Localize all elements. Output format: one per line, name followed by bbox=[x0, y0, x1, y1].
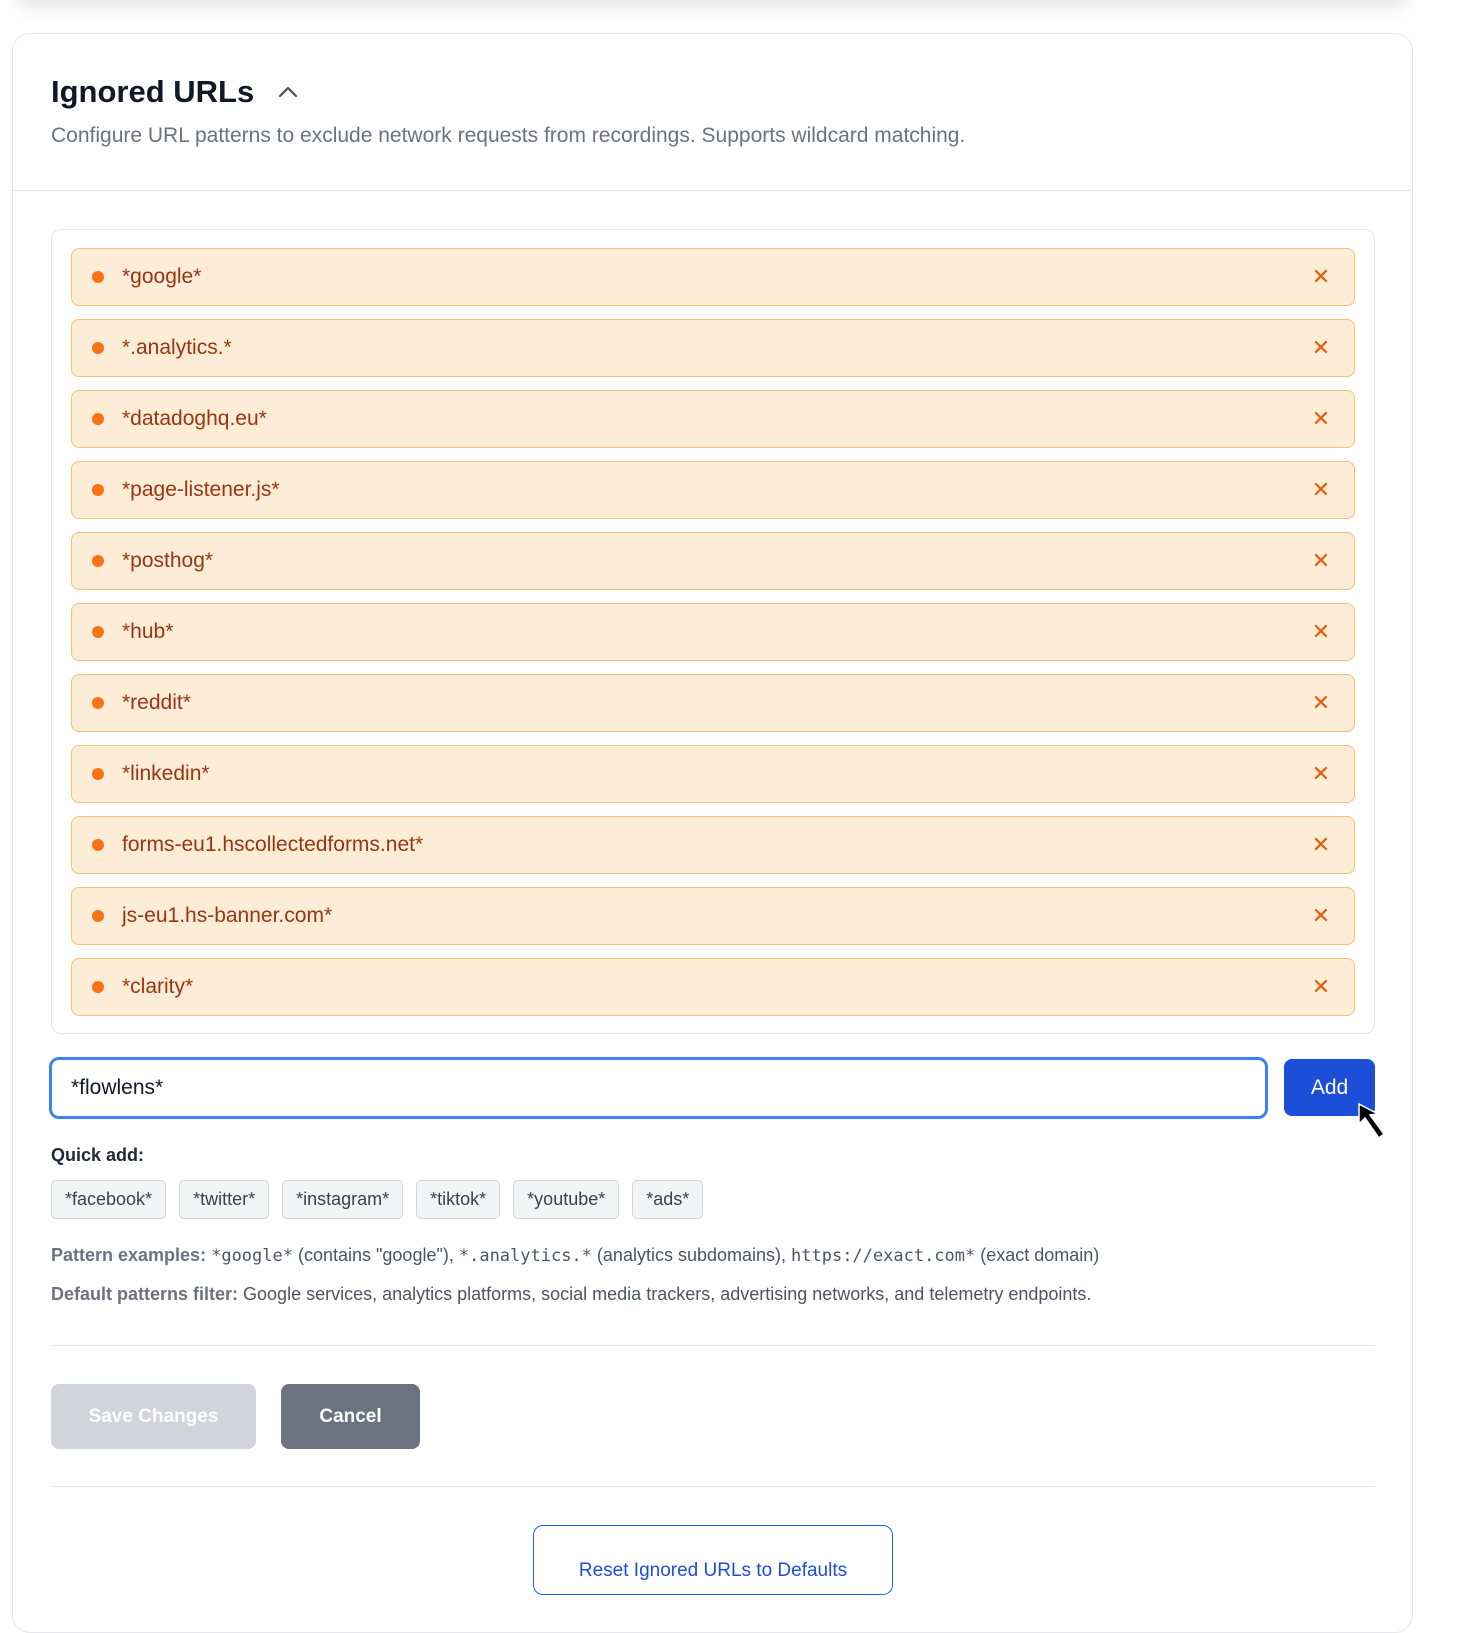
pattern-text: *.analytics.* bbox=[122, 336, 232, 359]
section-description: Configure URL patterns to exclude network requests from recordings. Supports wildcard matching. bbox=[51, 124, 966, 147]
chevron-up-icon[interactable] bbox=[276, 80, 300, 104]
mouse-cursor-icon bbox=[1357, 1102, 1393, 1142]
remove-pattern-icon[interactable]: ✕ bbox=[1311, 832, 1331, 857]
pattern-text: *reddit* bbox=[122, 691, 191, 714]
pattern-item bbox=[71, 461, 1355, 519]
status-dot-icon bbox=[92, 626, 104, 638]
quick-add-chip[interactable]: *facebook* bbox=[51, 1180, 166, 1219]
pattern-text: *posthog* bbox=[122, 549, 214, 572]
pattern-text: *page-listener.js* bbox=[122, 478, 280, 501]
status-dot-icon bbox=[92, 981, 104, 993]
pattern-text: forms-eu1.hscollectedforms.net* bbox=[122, 833, 424, 856]
pattern-item bbox=[71, 674, 1355, 732]
cancel-button[interactable]: Cancel bbox=[281, 1384, 420, 1449]
pattern-item bbox=[71, 248, 1355, 306]
quick-add-chip[interactable]: *tiktok* bbox=[416, 1180, 500, 1219]
quick-add-chip[interactable]: *youtube* bbox=[513, 1180, 619, 1219]
status-dot-icon bbox=[92, 697, 104, 709]
pattern-item bbox=[71, 745, 1355, 803]
pattern-text: *linkedin* bbox=[122, 762, 210, 785]
remove-pattern-icon[interactable]: ✕ bbox=[1311, 406, 1331, 431]
pattern-item bbox=[71, 958, 1355, 1016]
save-changes-button[interactable]: Save Changes bbox=[51, 1384, 256, 1449]
ignored-urls-card bbox=[12, 33, 1413, 1633]
pattern-item bbox=[71, 887, 1355, 945]
section-title: Ignored URLs bbox=[51, 74, 255, 109]
quick-add-chips bbox=[51, 1180, 703, 1219]
status-dot-icon bbox=[92, 910, 104, 922]
status-dot-icon bbox=[92, 555, 104, 567]
remove-pattern-icon[interactable]: ✕ bbox=[1311, 477, 1331, 502]
pattern-list bbox=[51, 229, 1375, 1034]
divider bbox=[51, 1345, 1375, 1346]
quick-add-label: Quick add: bbox=[51, 1145, 145, 1165]
status-dot-icon bbox=[92, 413, 104, 425]
status-dot-icon bbox=[92, 839, 104, 851]
add-button[interactable]: Add bbox=[1284, 1059, 1375, 1116]
status-dot-icon bbox=[92, 484, 104, 496]
remove-pattern-icon[interactable]: ✕ bbox=[1311, 974, 1331, 999]
reset-defaults-button[interactable]: Reset Ignored URLs to Defaults bbox=[533, 1525, 893, 1595]
remove-pattern-icon[interactable]: ✕ bbox=[1311, 761, 1331, 786]
section-header[interactable] bbox=[51, 74, 300, 110]
divider bbox=[13, 190, 1412, 191]
default-patterns-info: Default patterns filter: Google services, analytics platforms, social media trackers, advertising networks, and telemetry endpoints. bbox=[51, 1284, 1092, 1304]
pattern-item bbox=[71, 390, 1355, 448]
pattern-item bbox=[71, 603, 1355, 661]
quick-add-chip[interactable]: *instagram* bbox=[282, 1180, 403, 1219]
pattern-text: *hub* bbox=[122, 620, 174, 643]
remove-pattern-icon[interactable]: ✕ bbox=[1311, 619, 1331, 644]
pattern-item bbox=[71, 319, 1355, 377]
pattern-text: *google* bbox=[122, 265, 202, 288]
pattern-examples: Pattern examples: *google* (contains "google"), *.analytics.* (analytics subdomains), https://exact.com* (exact domain) bbox=[51, 1245, 1100, 1266]
status-dot-icon bbox=[92, 768, 104, 780]
pattern-text: js-eu1.hs-banner.com* bbox=[122, 904, 333, 927]
remove-pattern-icon[interactable]: ✕ bbox=[1311, 335, 1331, 360]
status-dot-icon bbox=[92, 271, 104, 283]
divider bbox=[51, 1486, 1375, 1487]
pattern-item bbox=[71, 816, 1355, 874]
remove-pattern-icon[interactable]: ✕ bbox=[1311, 903, 1331, 928]
pattern-item bbox=[71, 532, 1355, 590]
remove-pattern-icon[interactable]: ✕ bbox=[1311, 264, 1331, 289]
remove-pattern-icon[interactable]: ✕ bbox=[1311, 690, 1331, 715]
status-dot-icon bbox=[92, 342, 104, 354]
pattern-text: *datadoghq.eu* bbox=[122, 407, 267, 430]
quick-add-chip[interactable]: *ads* bbox=[632, 1180, 703, 1219]
remove-pattern-icon[interactable]: ✕ bbox=[1311, 548, 1331, 573]
pattern-text: *clarity* bbox=[122, 975, 194, 998]
quick-add-chip[interactable]: *twitter* bbox=[179, 1180, 269, 1219]
pattern-input[interactable] bbox=[49, 1057, 1268, 1119]
